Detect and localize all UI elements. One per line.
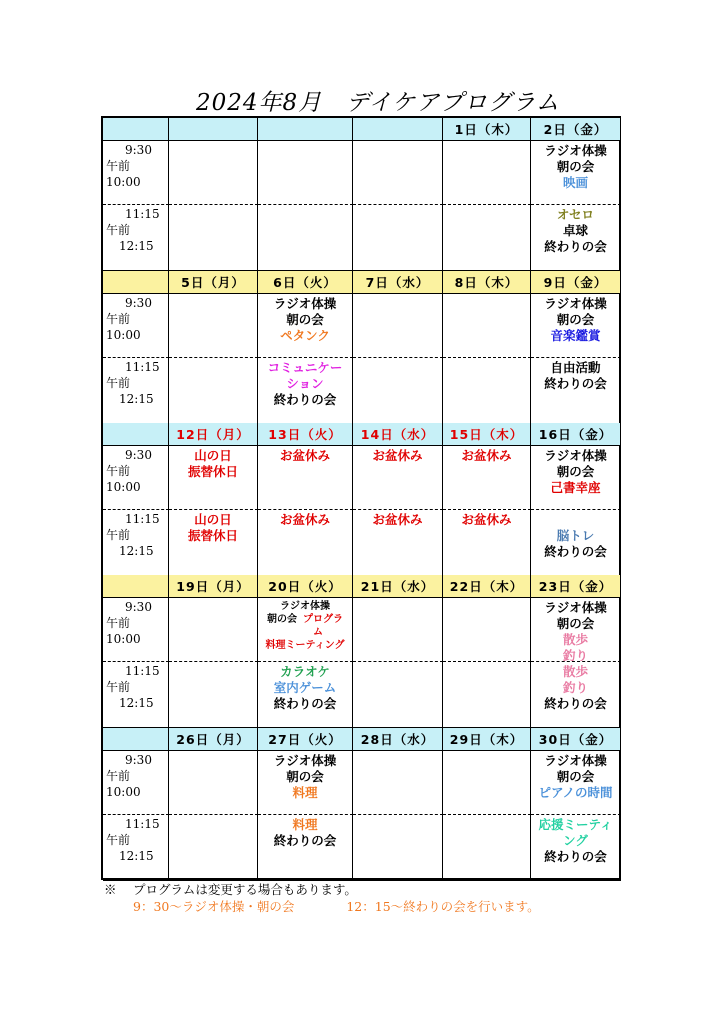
day-label: 16日（金） (538, 427, 613, 442)
day-header (169, 728, 258, 751)
activity-item: お盆休み (461, 448, 512, 463)
activity-item: 終わりの会 (273, 833, 337, 848)
activity-item: ム (313, 627, 323, 638)
activity-item: 終わりの会 (544, 849, 607, 864)
activity-cell (353, 358, 443, 424)
time-slot-label (103, 294, 168, 343)
activity-cell (169, 358, 258, 424)
activity-cell (531, 815, 621, 881)
activity-item: カラオケ (280, 664, 330, 679)
activity-list (258, 815, 352, 849)
day-label: 21日（水） (360, 579, 435, 594)
activity-item: 朝の会 (267, 614, 297, 625)
day-label: 14日（水） (360, 427, 435, 442)
day-header (169, 575, 258, 598)
activity-list (258, 662, 352, 712)
activity-cell (353, 662, 443, 728)
time-period: 午前 (106, 680, 131, 694)
activity-item: 朝の会 (286, 769, 324, 784)
time-start: 9:30 (125, 143, 152, 157)
activity-item: ラジオ体操 (544, 753, 607, 768)
day-header (443, 575, 531, 598)
activity-cell (353, 141, 443, 205)
activity-item: 朝の会 (556, 464, 595, 479)
activity-item: 朝の会 (286, 312, 324, 327)
activity-cell (443, 598, 531, 662)
day-header (353, 575, 443, 598)
activity-list (258, 294, 352, 344)
activity-list (443, 446, 530, 464)
activity-cell (258, 510, 353, 576)
activity-item: 終わりの会 (544, 696, 607, 711)
activity-cell (443, 446, 531, 510)
activity-list (531, 510, 620, 560)
day-label: 26日（月） (176, 732, 250, 747)
time-slot-label (103, 358, 168, 407)
activity-cell (169, 662, 258, 728)
activity-item: 散歩 (562, 632, 588, 647)
activity-cell (531, 662, 621, 728)
activity-item: 脳トレ (556, 528, 595, 543)
time-start: 11:15 (125, 360, 160, 374)
activity-cell (169, 205, 258, 271)
week-header-corner (103, 575, 169, 598)
day-header (258, 271, 353, 294)
time-cell (103, 294, 169, 358)
activity-item: ペタンク (280, 328, 330, 343)
activity-cell (443, 358, 531, 424)
activity-item: ラジオ体操 (544, 600, 607, 615)
activity-item: 自由活動 (550, 360, 601, 375)
activity-item: 終わりの会 (273, 696, 337, 711)
activity-cell (531, 205, 621, 271)
time-start: 9:30 (125, 753, 152, 767)
time-cell (103, 815, 169, 881)
day-header (353, 423, 443, 446)
time-slot-label (103, 815, 168, 864)
activity-item: ラジオ体操 (544, 448, 607, 463)
week-header-corner (103, 728, 169, 751)
time-cell (103, 446, 169, 510)
day-label: 22日（木） (449, 579, 524, 594)
time-cell (103, 510, 169, 576)
activity-cell (258, 141, 353, 205)
day-label: 9日（金） (543, 275, 608, 290)
day-header (353, 728, 443, 751)
activity-item: 卓球 (562, 223, 588, 238)
activity-cell (443, 205, 531, 271)
time-period: 午前 (106, 159, 131, 173)
time-period: 午前 (106, 769, 131, 783)
day-label: 5日（月） (181, 275, 245, 290)
time-start: 11:15 (125, 664, 160, 678)
activity-list (443, 510, 530, 528)
day-header (258, 575, 353, 598)
activity-cell (531, 598, 621, 662)
activity-cell (353, 598, 443, 662)
activity-cell (353, 751, 443, 815)
time-period: 午前 (106, 528, 131, 542)
day-header (531, 575, 621, 598)
activity-cell (443, 294, 531, 358)
activity-cell (531, 358, 621, 424)
activity-list (169, 510, 257, 544)
time-end: 10:00 (106, 175, 141, 189)
day-header (443, 118, 531, 141)
time-start: 11:15 (125, 512, 160, 526)
time-slot-label (103, 662, 168, 711)
activity-cell (169, 446, 258, 510)
activity-item: 終わりの会 (544, 239, 607, 254)
footer-note: ※ プログラムは変更する場合もあります。 (104, 882, 357, 897)
activity-cell (443, 751, 531, 815)
activity-item: オセロ (556, 207, 595, 222)
day-label: 6日（火） (273, 275, 337, 290)
day-label: 29日（木） (449, 732, 524, 747)
activity-item: 散歩 (562, 664, 588, 679)
activity-cell (258, 358, 353, 424)
time-end: 12:15 (119, 544, 154, 558)
activity-item: 朝の会 (556, 312, 595, 327)
activity-cell (353, 205, 443, 271)
activity-cell (353, 294, 443, 358)
activity-cell (258, 294, 353, 358)
activity-item: ピアノの時間 (538, 785, 613, 800)
activity-list (353, 510, 442, 528)
activity-cell (258, 751, 353, 815)
day-header (258, 423, 353, 446)
footer-times (133, 897, 540, 915)
activity-cell (353, 510, 443, 576)
time-period: 午前 (106, 833, 131, 847)
activity-item: 己書幸座 (550, 480, 601, 495)
activity-item: 朝の会 (556, 769, 595, 784)
activity-list (531, 598, 620, 662)
day-label: 30日（金） (538, 732, 613, 747)
activity-cell (443, 815, 531, 881)
activity-item: 山の日 (194, 512, 232, 527)
activity-list (258, 510, 352, 528)
time-period: 午前 (106, 312, 131, 326)
day-label: 23日（金） (538, 579, 613, 594)
day-label: 27日（火） (268, 732, 342, 747)
day-header (531, 271, 621, 294)
time-slot-label (103, 205, 168, 254)
activity-item: ラジオ体操 (273, 296, 337, 311)
time-slot-label (103, 446, 168, 495)
time-start: 9:30 (125, 296, 152, 310)
time-start: 11:15 (125, 207, 160, 221)
day-header (443, 423, 531, 446)
day-header (169, 423, 258, 446)
activity-list (169, 446, 257, 480)
activity-item: ラジオ体操 (544, 143, 607, 158)
activity-item: ラジオ体操 (544, 296, 607, 311)
time-end: 12:15 (119, 239, 154, 253)
day-header (169, 118, 258, 141)
day-header (531, 728, 621, 751)
day-header (258, 118, 353, 141)
day-label: 15日（木） (449, 427, 524, 442)
day-header (353, 271, 443, 294)
footer-start-time: 9：30～ラジオ体操・朝の会 (133, 899, 295, 914)
time-slot-label (103, 598, 168, 647)
activity-item: 終わりの会 (544, 544, 607, 559)
activity-cell (169, 510, 258, 576)
activity-item: プログラ (303, 614, 343, 625)
activity-cell (531, 751, 621, 815)
time-cell (103, 598, 169, 662)
day-header (353, 118, 443, 141)
activity-list (531, 141, 620, 191)
activity-cell (531, 510, 621, 576)
activity-list (531, 815, 620, 865)
day-header (169, 271, 258, 294)
day-label: 28日（水） (360, 732, 435, 747)
day-label: 19日（月） (176, 579, 250, 594)
time-slot-label (103, 751, 168, 800)
activity-list (531, 446, 620, 496)
day-label: 13日（火） (268, 427, 342, 442)
activity-cell (531, 294, 621, 358)
activity-item (531, 512, 620, 528)
time-cell (103, 358, 169, 424)
activity-cell (258, 205, 353, 271)
time-start: 9:30 (125, 600, 152, 614)
day-label (395, 122, 400, 137)
time-cell (103, 751, 169, 815)
activity-list (258, 446, 352, 464)
activity-list (353, 446, 442, 464)
activity-item: 終わりの会 (273, 392, 337, 407)
activity-item: 室内ゲーム (273, 680, 337, 695)
week-header-corner (103, 271, 169, 294)
time-slot-label (103, 141, 168, 190)
activity-cell (443, 510, 531, 576)
activity-item: 振替休日 (187, 528, 238, 543)
activity-cell (169, 141, 258, 205)
time-end: 10:00 (106, 328, 141, 342)
day-label: 20日（火） (268, 579, 342, 594)
activity-item: 朝の会 (556, 616, 595, 631)
activity-item: お盆休み (372, 512, 423, 527)
activity-item: ション (286, 376, 324, 391)
time-period: 午前 (106, 616, 131, 630)
day-label: 8日（木） (454, 275, 519, 290)
footer-end-time: 12：15～終わりの会を行います。 (346, 899, 540, 914)
activity-item: 釣り (562, 680, 588, 695)
activity-cell (258, 446, 353, 510)
time-cell (103, 205, 169, 271)
activity-item: ラジオ体操 (273, 753, 337, 768)
activity-item: 釣り (562, 648, 588, 662)
activity-cell (443, 662, 531, 728)
activity-item: 応援ミーティ (538, 817, 613, 832)
week-header-corner (103, 423, 169, 446)
time-end: 12:15 (119, 696, 154, 710)
activity-cell (169, 598, 258, 662)
activity-list (531, 205, 620, 255)
time-end: 12:15 (119, 392, 154, 406)
activity-item: 朝の会 (556, 159, 595, 174)
day-header (531, 423, 621, 446)
activity-item: 振替休日 (187, 464, 238, 479)
time-period: 午前 (106, 223, 131, 237)
activity-item: 料理 (292, 785, 318, 800)
activity-list (531, 358, 620, 392)
activity-list (531, 662, 620, 712)
activity-cell (353, 446, 443, 510)
activity-item: 音楽鑑賞 (550, 328, 601, 343)
time-period: 午前 (106, 464, 131, 478)
day-header (531, 118, 621, 141)
activity-list (531, 751, 620, 801)
time-end: 10:00 (106, 480, 141, 494)
activity-item: ラジオ体操 (280, 601, 330, 612)
activity-cell (258, 662, 353, 728)
activity-item (258, 613, 352, 626)
activity-cell (531, 446, 621, 510)
activity-item: 山の日 (194, 448, 232, 463)
time-period: 午前 (106, 376, 131, 390)
time-end: 10:00 (106, 785, 141, 799)
time-end: 12:15 (119, 849, 154, 863)
activity-cell (169, 294, 258, 358)
day-header (258, 728, 353, 751)
activity-cell (258, 598, 353, 662)
day-label (210, 122, 215, 137)
activity-list (531, 294, 620, 344)
time-end: 10:00 (106, 632, 141, 646)
activity-cell (169, 751, 258, 815)
activity-item: お盆休み (279, 448, 330, 463)
activity-cell (443, 141, 531, 205)
activity-list (258, 598, 352, 652)
activity-cell (169, 815, 258, 881)
activity-item: コミュニケー (267, 360, 343, 375)
activity-item: お盆休み (461, 512, 512, 527)
time-start: 11:15 (125, 817, 160, 831)
activity-item: お盆休み (372, 448, 423, 463)
day-label (302, 122, 307, 137)
activity-item: 料理 (292, 817, 318, 832)
day-label: 2日（金） (543, 122, 608, 137)
day-label: 12日（月） (176, 427, 250, 442)
schedule-table (101, 116, 621, 880)
activity-item: 料理ミーティング (265, 640, 345, 651)
activity-item: 終わりの会 (544, 376, 607, 391)
activity-cell (258, 815, 353, 881)
activity-item: ング (563, 833, 588, 848)
page-title: 2024年8月 デイケアプログラム (196, 90, 560, 116)
activity-list (258, 358, 352, 408)
time-cell (103, 141, 169, 205)
time-cell (103, 662, 169, 728)
activity-item: お盆休み (279, 512, 330, 527)
activity-list (258, 751, 352, 801)
time-slot-label (103, 510, 168, 559)
time-start: 9:30 (125, 448, 152, 462)
week-header-corner (103, 118, 169, 141)
day-label: 1日（木） (454, 122, 519, 137)
activity-item: 映画 (562, 175, 588, 190)
day-header (443, 728, 531, 751)
day-header (443, 271, 531, 294)
activity-cell (353, 815, 443, 881)
day-label: 7日（水） (365, 275, 430, 290)
activity-cell (531, 141, 621, 205)
